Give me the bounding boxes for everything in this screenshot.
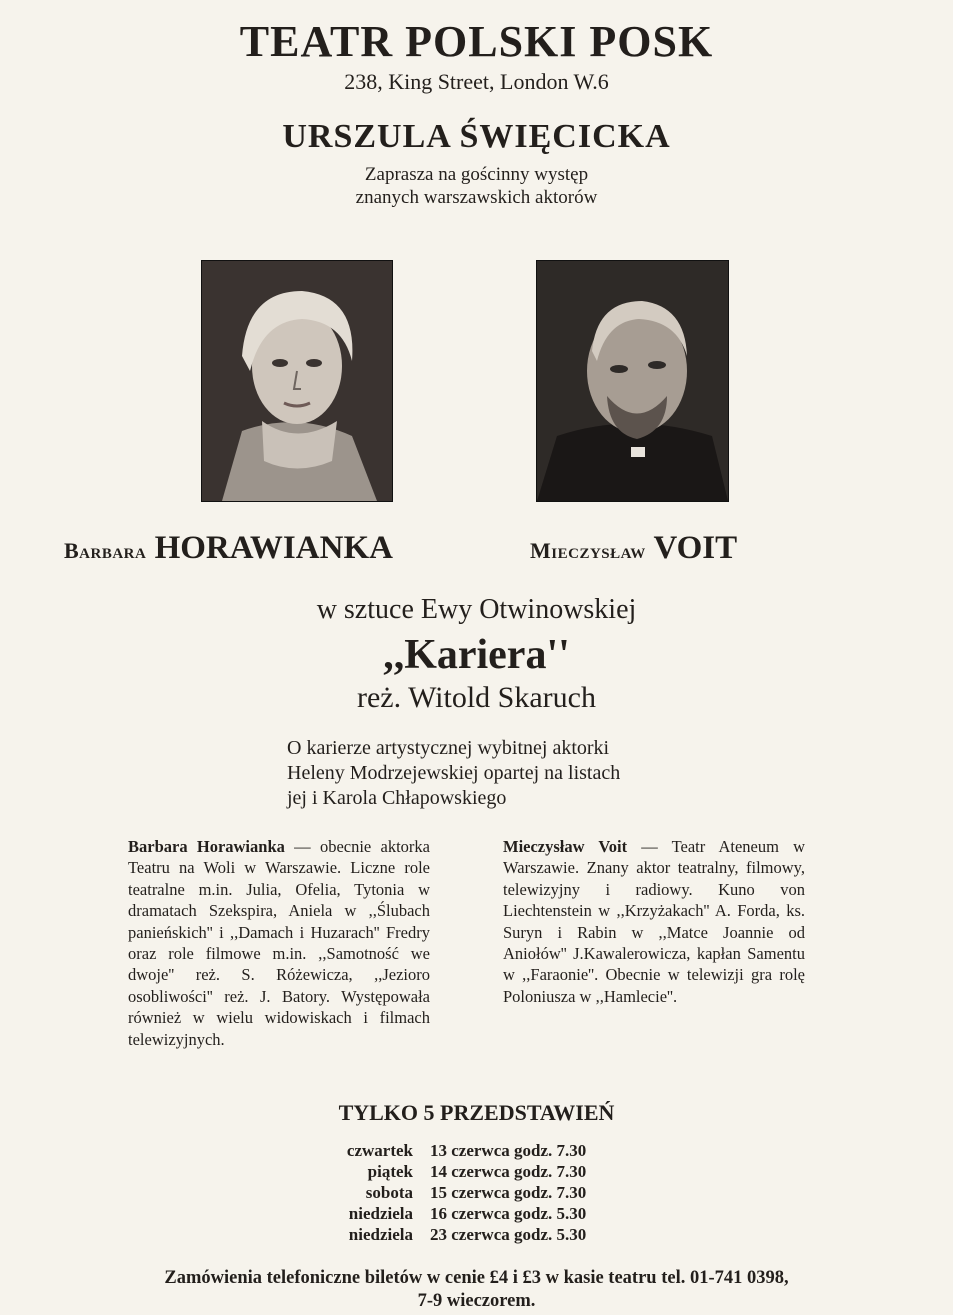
summary-line: Heleny Modrzejewskiej opartej na listach [287, 762, 621, 784]
schedule-day: niedziela [348, 1225, 413, 1244]
actor-first-name: Mieczysław [530, 538, 646, 563]
schedule-row [0, 1203, 953, 1224]
horawianka-photo [201, 260, 393, 502]
performance-schedule [0, 1140, 953, 1245]
schedule-row [0, 1140, 953, 1161]
schedule-day: sobota [365, 1183, 413, 1202]
ticket-info-line-2: 7-9 wieczorem. [417, 1291, 536, 1311]
schedule-date: 14 czerwca godz. 7.30 [430, 1162, 587, 1181]
organizer-name: URSZULA ŚWIĘCICKA [282, 118, 671, 155]
invitation-line-1: Zaprasza na gościnny występ [364, 164, 589, 185]
actor-name-horawianka [64, 530, 393, 569]
summary-line: jej i Karola Chłapowskiego [287, 787, 507, 809]
schedule-date: 23 czerwca godz. 5.30 [430, 1225, 587, 1244]
actor-name-voit [530, 530, 737, 569]
schedule-day: niedziela [348, 1204, 413, 1223]
theatre-name: TEATR POLSKI POSK [239, 17, 714, 66]
actor-first-name: Barbara [64, 538, 147, 563]
play-summary [287, 736, 620, 811]
voit-photo [536, 260, 729, 502]
schedule-date: 16 czerwca godz. 5.30 [430, 1204, 587, 1223]
schedule-row [0, 1182, 953, 1203]
bio-name: Mieczysław Voit [503, 837, 628, 856]
play-director: reż. Witold Skaruch [356, 681, 596, 714]
play-title: ,,Kariera'' [383, 632, 570, 678]
theatre-address: 238, King Street, London W.6 [344, 69, 609, 94]
schedule-row [0, 1161, 953, 1182]
schedule-day: piątek [367, 1162, 413, 1181]
performances-title: TYLKO 5 PRZEDSTAWIEŃ [338, 1100, 615, 1125]
bio-name: Barbara Horawianka [128, 837, 285, 856]
play-intro: w sztuce Ewy Otwinowskiej [316, 594, 637, 625]
schedule-row [0, 1224, 953, 1245]
ticket-info-line-1: Zamówienia telefoniczne biletów w cenie £4 i £3 w kasie teatru tel. 01-741 0398, [164, 1268, 789, 1288]
bio-horawianka [128, 836, 430, 1050]
schedule-date: 13 czerwca godz. 7.30 [430, 1141, 587, 1160]
actor-last-name: HORAWIANKA [154, 530, 393, 566]
invitation-line-2: znanych warszawskich aktorów [355, 187, 598, 208]
actor-last-name: VOIT [653, 530, 738, 566]
bio-text: — Teatr Ateneum w Warszawie. Znany aktor teatralny, filmowy, telewizyjny i radiowy. Kuno von Liechtenstein w ,,Krzyżakach'' A. Forda, ks. Suryn i Rabin w ,,Matce Joannie od Aniołów'' J.Kawalerowicza, kapłan Samentu w ,,Faraonie''. Obecnie w telewizji gra rolę Poloniusza w ,,Hamlecie''. [503, 837, 806, 1006]
schedule-date: 15 czerwca godz. 7.30 [430, 1183, 587, 1202]
bio-voit [503, 836, 805, 1007]
schedule-day: czwartek [346, 1141, 413, 1160]
bio-text: — obecnie aktorka Teatru na Woli w Warszawie. Liczne role teatralne m.in. Julia, Ofelia, Tytonia w dramatach Szekspira, Aniela w ,,Ślubach panieńskich'' i ,,Damach i Huzarach'' Fredry oraz role filmowe m.in. ,,Samotność we dwoje'' reż. S. Różewicza, ,,Jezioro osobliwości'' reż. J. Batory. Występowała również w wielu widowiskach i filmach telewizyjnych. [128, 837, 430, 1049]
summary-line: O karierze artystycznej wybitnej aktorki [287, 737, 610, 759]
